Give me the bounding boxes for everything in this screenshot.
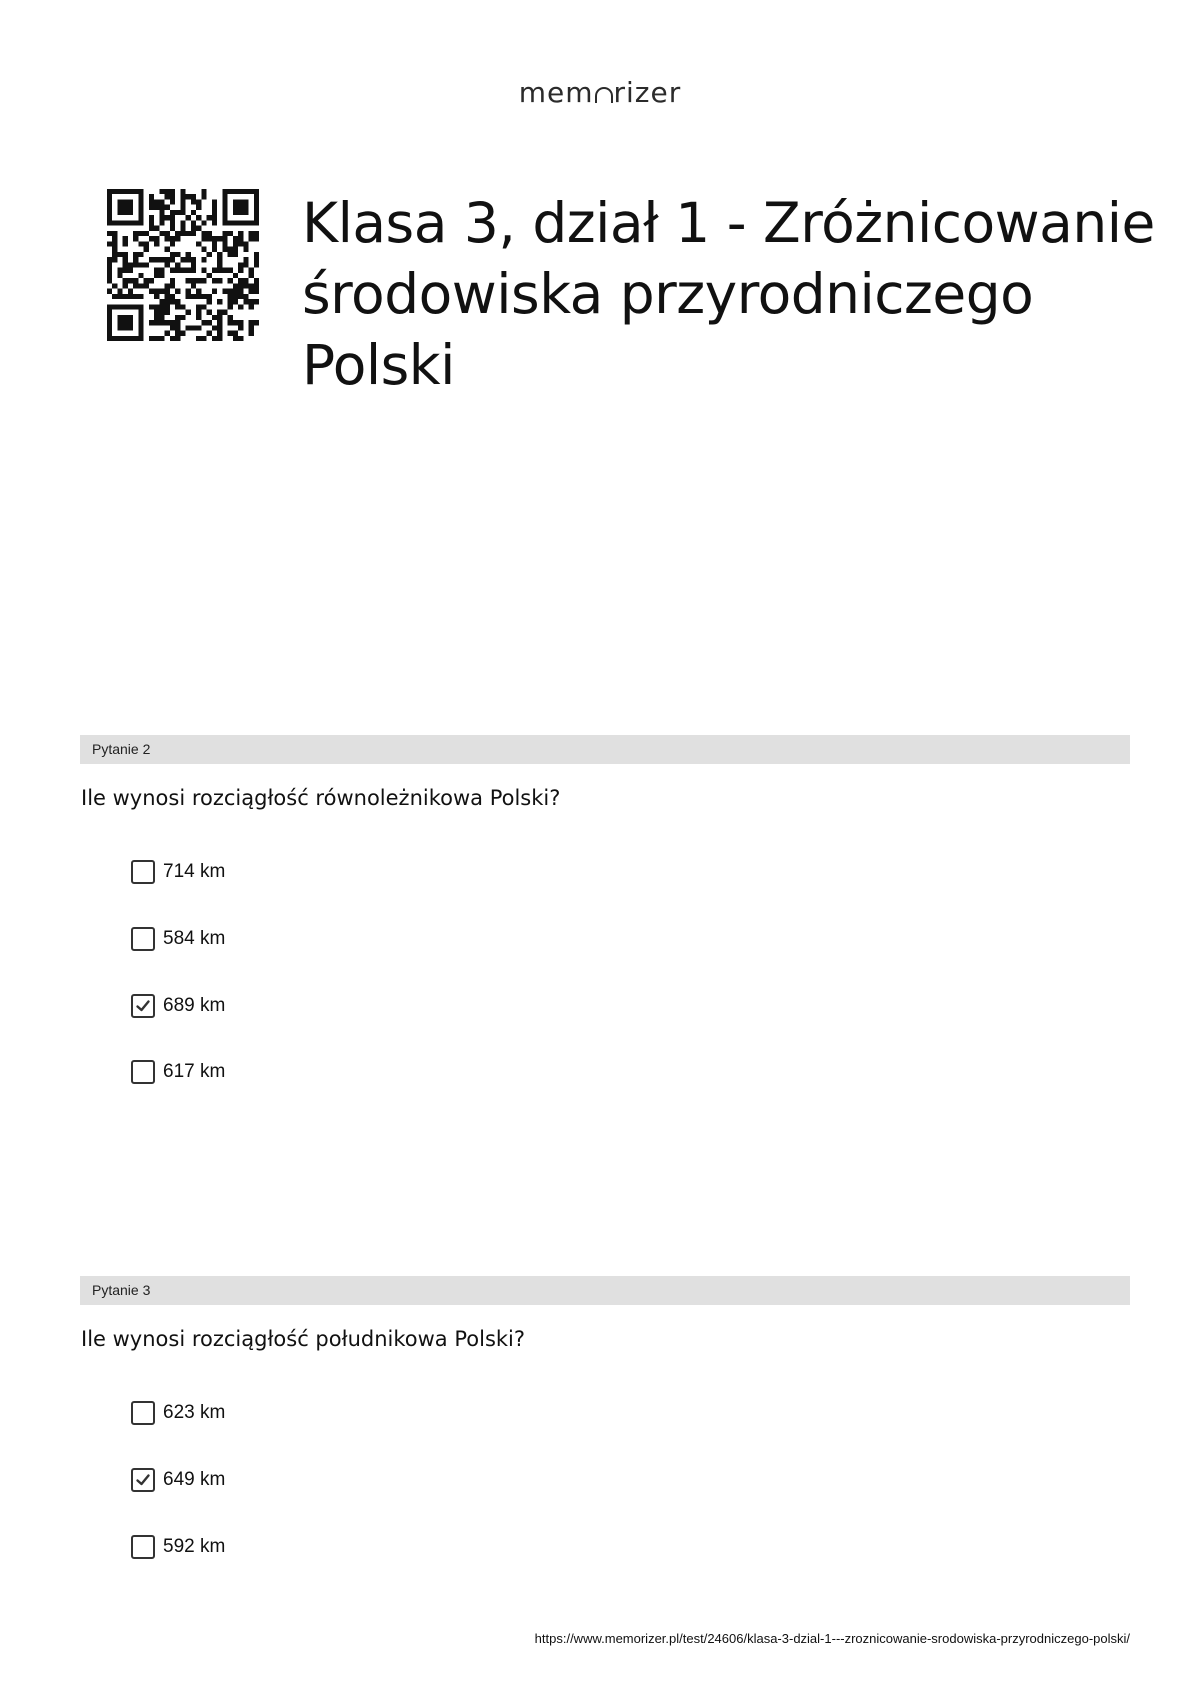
checkbox-icon[interactable] [131, 927, 155, 951]
answer-option[interactable] [131, 991, 225, 1021]
qr-code-icon [107, 189, 259, 341]
answer-option[interactable] [131, 924, 225, 954]
answer-label: 689 km [163, 995, 226, 1016]
question-header: Pytanie 3 [80, 1276, 1130, 1305]
checkbox-checked-icon[interactable] [131, 994, 155, 1018]
question-text: Ile wynosi rozciągłość południkowa Polski? [81, 1327, 526, 1351]
answer-label: 714 km [163, 861, 226, 882]
checkbox-icon[interactable] [131, 1401, 155, 1425]
answer-option[interactable] [131, 1465, 225, 1495]
logo-o-mark [595, 87, 613, 103]
question-text: Ile wynosi rozciągłość równoleżnikowa Polski? [81, 786, 561, 810]
answer-label: 623 km [163, 1402, 226, 1423]
checkbox-icon[interactable] [131, 860, 155, 884]
checkbox-checked-icon[interactable] [131, 1468, 155, 1492]
answer-option[interactable] [131, 1398, 225, 1428]
footer-url[interactable]: https://www.memorizer.pl/test/24606/klasa-3-dzial-1---zroznicowanie-srodowiska-przyrodniczego-polski/ [534, 1631, 1130, 1646]
checkbox-icon[interactable] [131, 1535, 155, 1559]
checkbox-icon[interactable] [131, 1060, 155, 1084]
answer-option[interactable] [131, 857, 225, 887]
answer-label: 649 km [163, 1469, 226, 1490]
answer-label: 592 km [163, 1536, 226, 1557]
memorizer-logo: mem rizer [518, 76, 682, 109]
question-header: Pytanie 2 [80, 735, 1130, 764]
page-title: Klasa 3, dział 1 - Zróżnicowanie środowiska przyrodniczego Polski [302, 191, 1155, 397]
answer-option[interactable] [131, 1532, 225, 1562]
checkmark-icon [135, 1472, 151, 1488]
answer-option[interactable] [131, 1057, 225, 1087]
answer-label: 617 km [163, 1061, 226, 1082]
answer-label: 584 km [163, 928, 226, 949]
checkmark-icon [135, 998, 151, 1014]
